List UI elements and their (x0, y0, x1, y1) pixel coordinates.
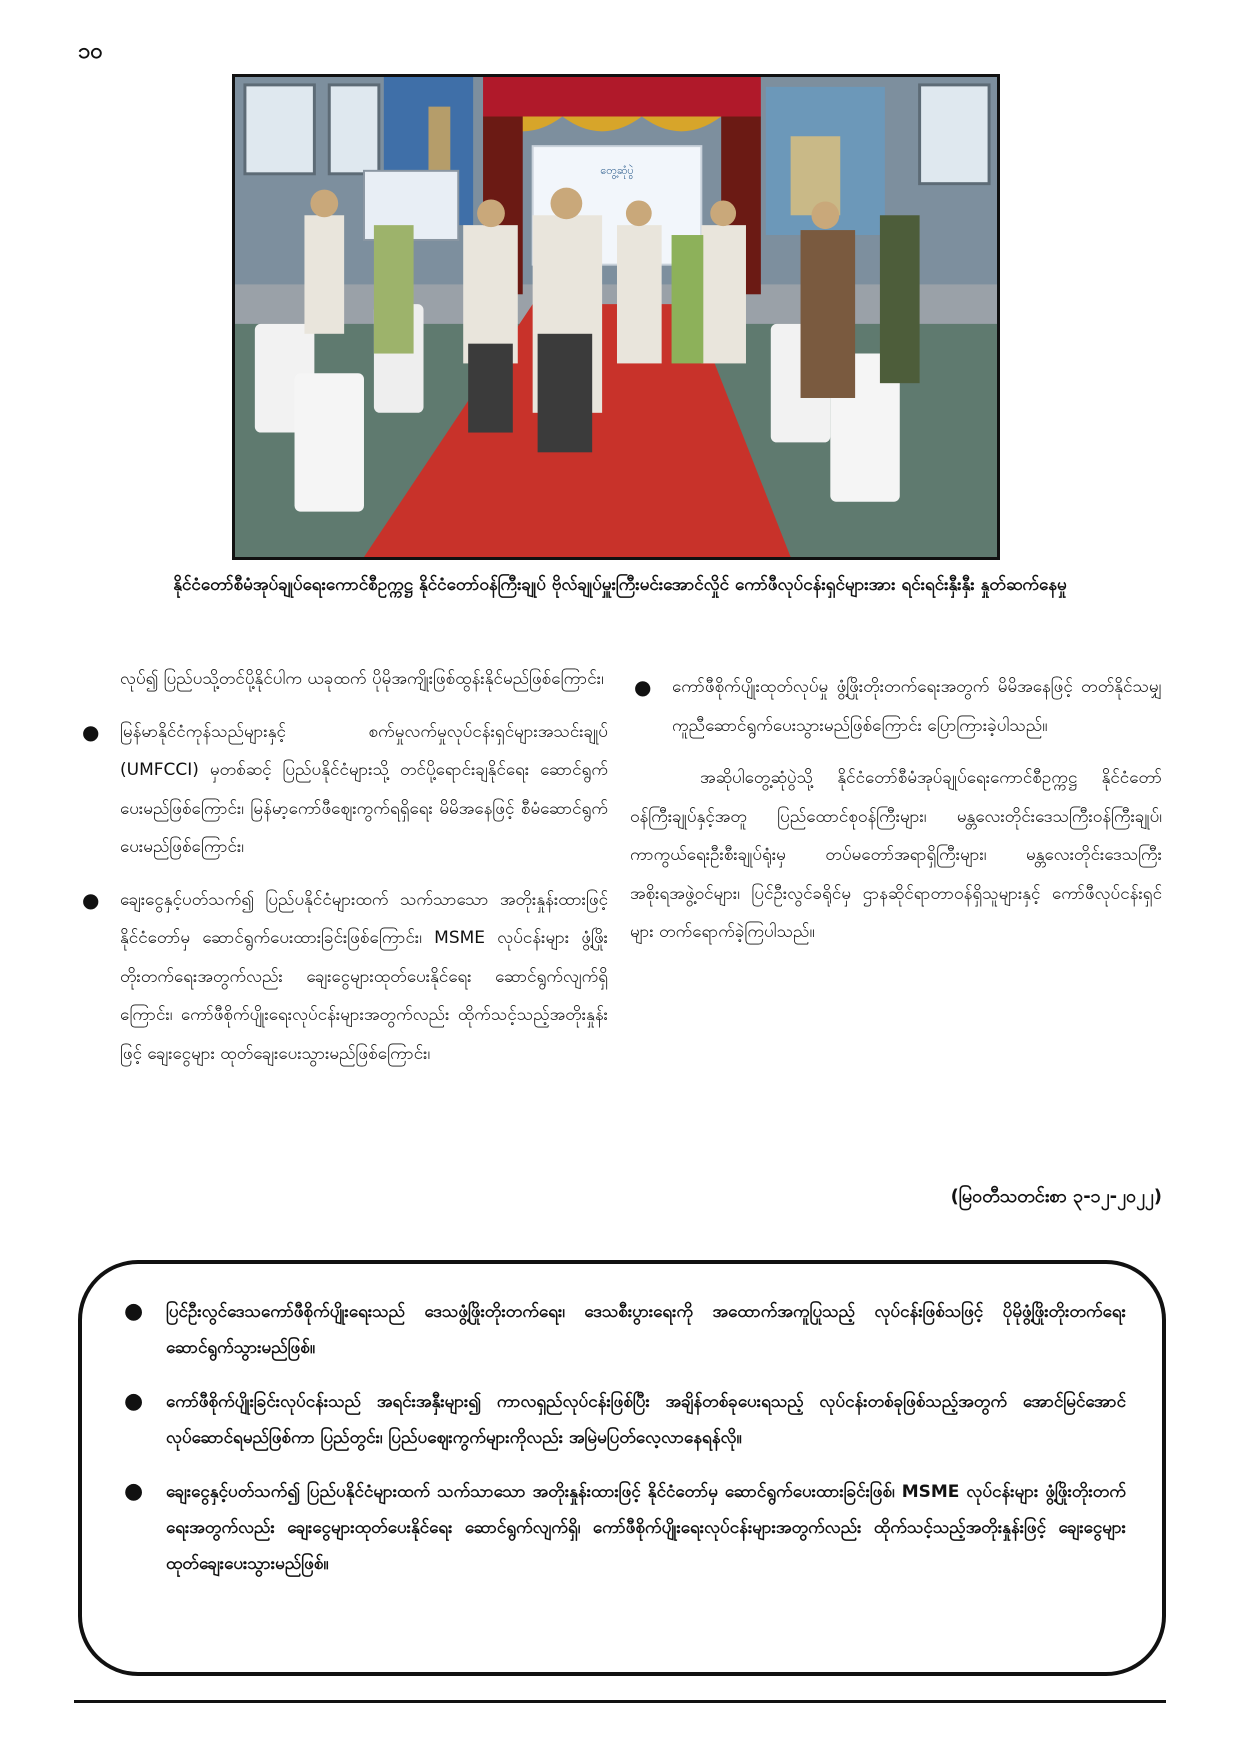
photo-caption: နိုင်ငံတော်စီမံအုပ်ချုပ်ရေးကောင်စီဥက္ကဋ္ဌ နိုင်ငံတော်ဝန်ကြီးချုပ် ဗိုလ်ချုပ်မှူးကြီးမင်းအောင်လှိုင် ကော်ဖီလုပ်ငန်းရှင်များအား ရင်းရင်းနှီးနှီး နှုတ်ဆက်နေမှု (173, 575, 1067, 595)
bullet-icon: ● (634, 675, 652, 699)
list-item (78, 881, 608, 1074)
event-photo (232, 74, 1000, 560)
highlight-item (118, 1384, 1126, 1456)
footer-divider (74, 1700, 1166, 1703)
highlight-item (118, 1294, 1126, 1366)
list-item-text: မြန်မာနိုင်ငံကုန်သည်များနှင့် စက်မှုလက်မှုလုပ်ငန်းရှင်များအသင်းချုပ် (UMFCCI) မှတစ်ဆင့် ပြည်ပနိုင်ငံများသို့ တင်ပို့ရောင်းချနိုင်ရေး ဆောင်ရွက်ပေးမည်ဖြစ်ကြောင်း၊ မြန်မာ့ကော်ဖီဈေးကွက်ရရှိရေး မိမိအနေဖြင့် စီမံဆောင်ရွက်ပေးမည်ဖြစ်ကြောင်း၊ (120, 721, 608, 857)
list-item-text: ကော်ဖီစိုက်ပျိုးထုတ်လုပ်မှု ဖွံ့ဖြိုးတိုးတက်ရေးအတွက် မိမိအနေဖြင့် တတ်နိုင်သမျှ ကူညီဆောင်ရွက်ပေးသွားမည်ဖြစ်ကြောင်း ပြောကြားခဲ့ပါသည်။ (672, 677, 1162, 736)
highlight-item-text: ပြင်ဦးလွင်ဒေသကော်ဖီစိုက်ပျိုးရေးသည် ဒေသဖွံ့ဖြိုးတိုးတက်ရေး၊ ဒေသစီးပွားရေးကို အထောက်အကူပြုသည့် လုပ်ငန်းဖြစ်သဖြင့် ပိုမိုဖွံ့ဖြိုးတိုးတက်ရေး ဆောင်ရွက်သွားမည်ဖြစ်။ (166, 1302, 1126, 1358)
bullet-icon: ● (82, 719, 100, 744)
screen-text: တွေ့ဆုံပွဲ (600, 163, 634, 177)
highlight-box (78, 1260, 1166, 1676)
list-item (630, 668, 1162, 745)
source-citation: (မြဝတီသတင်းစာ ၃-၁၂-၂၀၂၂) (950, 1186, 1162, 1207)
right-column (630, 668, 1162, 966)
bullet-icon: ● (124, 1389, 144, 1414)
continuation-paragraph: လုပ်၍ ပြည်ပသို့တင်ပို့နိုင်ပါက ယခုထက် ပိုမိုအကျိုးဖြစ်ထွန်းနိုင်မည်ဖြစ်ကြောင်း၊ (120, 669, 604, 689)
body-paragraph: အဆိုပါတွေ့ဆုံပွဲသို့ နိုင်ငံတော်စီမံအုပ်ချုပ်ရေးကောင်စီဥက္ကဋ္ဌ နိုင်ငံတော်ဝန်ကြီးချုပ်နှင့်အတူ ပြည်ထောင်စုဝန်ကြီးများ၊ မန္တလေးတိုင်းဒေသကြီးဝန်ကြီးချုပ်၊ ကာကွယ်ရေးဦးစီးချုပ်ရုံးမှ တပ်မတော်အရာရှိကြီးများ၊ မန္တလေးတိုင်းဒေသကြီး အစိုးရအဖွဲ့ဝင်များ၊ ပြင်ဦးလွင်ခရိုင်မှ ဌာနဆိုင်ရာတာဝန်ရှိသူများနှင့် ကော်ဖီလုပ်ငန်းရှင်များ တက်ရောက်ခဲ့ကြပါသည်။ (630, 768, 1162, 942)
bullet-icon: ● (124, 1299, 144, 1324)
bullet-icon: ● (82, 887, 100, 912)
highlight-item-text: ချေးငွေနှင့်ပတ်သက်၍ ပြည်ပနိုင်ငံများထက် သက်သာသော အတိုးနှုန်းထားဖြင့် နိုင်ငံတော်မှ ဆောင်ရွက်ပေးထားခြင်းဖြစ်၊ MSME လုပ်ငန်းများ ဖွံ့ဖြိုးတိုးတက်ရေးအတွက်လည်း ချေးငွေများထုတ်ပေးနိုင်ရေး ဆောင်ရွက်လျက်ရှိ၊ ကော်ဖီစိုက်ပျိုးရေးလုပ်ငန်းများအတွက်လည်း ထိုက်သင့်သည့်အတိုးနှုန်းဖြင့် ချေးငွေများ ထုတ်ချေးပေးသွားမည်ဖြစ်။ (166, 1482, 1126, 1574)
page-number: ၁၀ (78, 39, 103, 64)
highlight-item-text: ကော်ဖီစိုက်ပျိုးခြင်းလုပ်ငန်းသည် အရင်းအနှီးများ၍ ကာလရှည်လုပ်ငန်းဖြစ်ပြီး အချိန်တစ်ခုပေးရသည့် လုပ်ငန်းတစ်ခုဖြစ်သည့်အတွက် အောင်မြင်အောင် လုပ်ဆောင်ရမည်ဖြစ်ကာ ပြည်တွင်း၊ ပြည်ပဈေးကွက်များကိုလည်း အမြဲမပြတ်လေ့လာနေရန်လို။ (166, 1392, 1126, 1448)
highlight-item (118, 1474, 1126, 1582)
bullet-icon: ● (124, 1479, 144, 1504)
event-photo-illustration (235, 77, 997, 557)
list-item-text: ချေးငွေနှင့်ပတ်သက်၍ ပြည်ပနိုင်ငံများထက် သက်သာသော အတိုးနှုန်းထားဖြင့် နိုင်ငံတော်မှ ဆောင်ရွက်ပေးထားခြင်းဖြစ်ကြောင်း၊ MSME လုပ်ငန်းများ ဖွံ့ဖြိုးတိုးတက်ရေးအတွက်လည်း ချေးငွေများထုတ်ပေးနိုင်ရေး ဆောင်ရွက်လျက်ရှိကြောင်း၊ ကော်ဖီစိုက်ပျိုးရေးလုပ်ငန်းများအတွက်လည်း ထိုက်သင့်သည့်အတိုးနှုန်းဖြင့် ချေးငွေများ ထုတ်ချေးပေးသွားမည်ဖြစ်ကြောင်း၊ (120, 889, 608, 1064)
left-column (78, 660, 608, 1087)
list-item (78, 713, 608, 867)
